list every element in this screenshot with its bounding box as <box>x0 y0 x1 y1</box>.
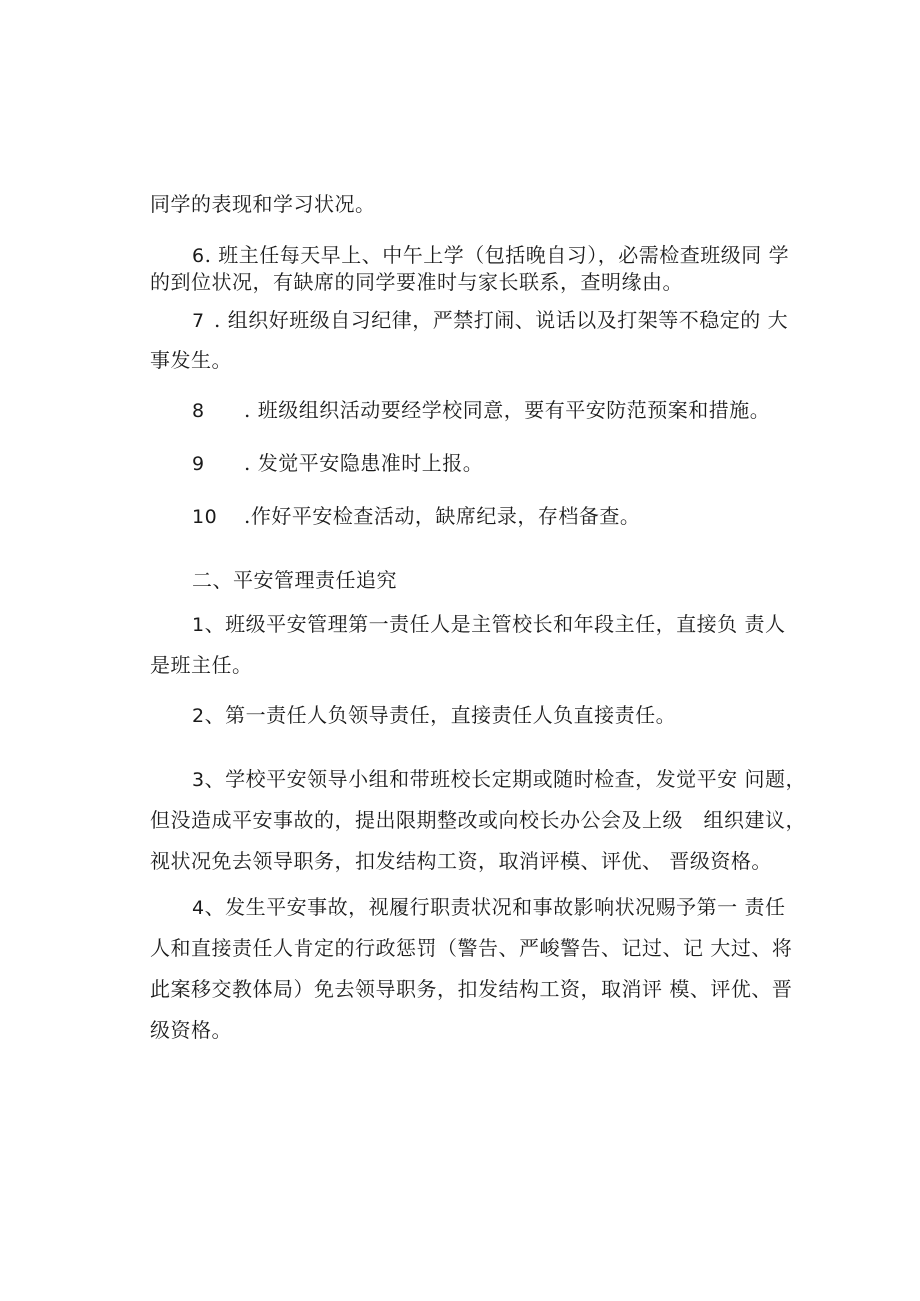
item-10-number: 10 <box>192 506 218 528</box>
item-6-line-1 <box>192 241 789 270</box>
section-item-4-number: 4 <box>192 897 205 919</box>
section-item-2-text: 、第一责任人负领导责任，直接责任人负直接责任。 <box>204 703 677 727</box>
item-8-text: . 班级组织活动要经学校同意，要有平安防范预案和措施。 <box>244 398 771 422</box>
section-item-1-line-1 <box>192 610 785 639</box>
item-6-number: 6 <box>192 245 205 267</box>
section-2-heading: 二、平安管理责任追究 <box>192 568 397 592</box>
section-item-3-line-1 <box>192 765 806 794</box>
paragraph-continuation-line-1: 同学的表现和学习状况。 <box>150 192 376 216</box>
section-item-3-line-2: 但没造成平安事故的，提出限期整改或向校长办公会及上级 组织建议， <box>150 808 806 832</box>
section-item-2-number: 2 <box>192 705 205 727</box>
section-item-3-text: 、学校平安领导小组和带班校长定期或随时检查，发觉平安 问题， <box>204 767 806 791</box>
section-item-4-line-1 <box>192 893 785 922</box>
item-7-line-1 <box>192 306 788 335</box>
section-item-3-number: 3 <box>192 769 205 791</box>
item-7-line-2: 事发生。 <box>150 348 232 372</box>
item-7-text: . 组织好班级自习纪律，严禁打闹、说话以及打架等不稳定的 大 <box>214 308 789 332</box>
section-item-1-line-2: 是班主任。 <box>150 653 253 677</box>
item-9-number: 9 <box>192 453 205 475</box>
item-9-text: . 发觉平安隐患准时上报。 <box>244 451 484 475</box>
item-10-text: .作好平安检查活动，缺席纪录，存档备查。 <box>244 504 641 528</box>
item-10-line-1 <box>192 502 640 531</box>
item-8-line-1 <box>192 396 770 425</box>
item-7-number: 7 <box>192 310 205 332</box>
section-item-2-line-1 <box>192 701 676 730</box>
item-6-text: . 班主任每天早上、中午上学（包括晚自习），必需检查班级同 学 <box>204 243 790 267</box>
section-item-4-line-2: 人和直接责任人肯定的行政惩罚（警告、严峻警告、记过、记 大过、将 <box>150 936 793 960</box>
section-item-1-number: 1 <box>192 614 205 636</box>
section-item-1-text: 、班级平安管理第一责任人是主管校长和年段主任，直接负 责人 <box>204 612 786 636</box>
section-item-4-line-4: 级资格。 <box>150 1018 232 1042</box>
item-8-number: 8 <box>192 400 205 422</box>
section-item-4-line-3: 此案移交教体局）免去领导职务，扣发结构工资，取消评 模、评优、晋 <box>150 977 793 1001</box>
section-item-4-text: 、发生平安事故，视履行职责状况和事故影响状况赐予第一 责任 <box>204 895 786 919</box>
item-9-line-1 <box>192 449 483 478</box>
item-6-line-2: 的到位状况，有缺席的同学要准时与家长联系，查明缘由。 <box>150 270 683 294</box>
section-item-3-line-3: 视状况免去领导职务，扣发结构工资，取消评模、评优、 晋级资格。 <box>150 849 772 873</box>
